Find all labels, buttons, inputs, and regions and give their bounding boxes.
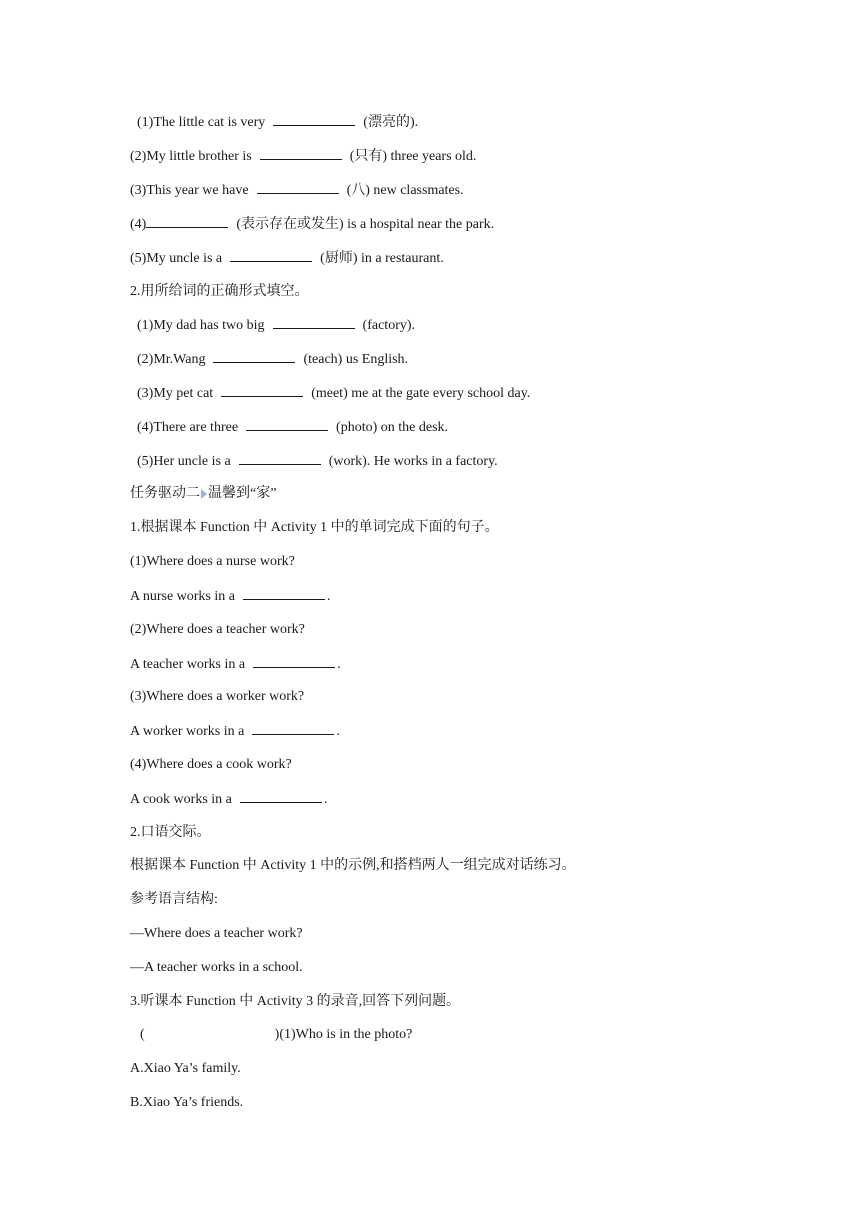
s1-item-2 [130, 147, 476, 166]
q3-question-text: )(1)Who is in the photo? [274, 1027, 413, 1042]
s2-item-1 [137, 316, 415, 335]
s2-item-2 [137, 350, 408, 369]
s1-item-1 [137, 113, 418, 132]
option-b: B.Xiao Ya’s friends. [130, 1095, 244, 1110]
qa-question-4: (4)Where does a cook work? [130, 757, 292, 772]
qa-question-1: (1)Where does a nurse work? [130, 554, 295, 569]
q2-heading: 2.口语交际。 [130, 825, 211, 840]
qa-question-3: (3)Where does a worker work? [130, 689, 305, 704]
s1-item-3-text: (3)This year we have [130, 183, 249, 198]
s2-item-5-text: (5)Her uncle is a [137, 454, 231, 469]
s1-item-3-hint: (八) new classmates. [346, 183, 464, 198]
answer-blank[interactable] [243, 587, 325, 600]
s2-item-3-hint: (meet) me at the gate every school day. [311, 386, 531, 401]
answer-blank[interactable] [239, 452, 321, 465]
q3-question-1 [140, 1026, 412, 1044]
qa-answer-3: A worker works in a . [130, 724, 340, 739]
task2-title-sub: 温馨到“家” [208, 486, 277, 501]
s2-item-1-text: (1)My dad has two big [137, 318, 265, 333]
q3-heading: 3.听课本 Function 中 Activity 3 的录音,回答下列问题。 [130, 994, 461, 1009]
dialog-line-1: —Where does a teacher work? [130, 926, 303, 941]
qa-answer-1: A nurse works in a . [130, 589, 331, 604]
s1-item-5-hint: (厨师) in a restaurant. [320, 251, 444, 266]
answer-blank[interactable] [213, 350, 295, 363]
qa-answer-3-text: A worker works in a [130, 724, 245, 739]
s2-item-4-text: (4)There are three [137, 420, 239, 435]
dialog-line-2: —A teacher works in a school. [130, 960, 303, 975]
qa-answer-2-text: A teacher works in a [130, 657, 246, 672]
answer-blank[interactable] [221, 384, 303, 397]
s1-item-4 [130, 215, 494, 234]
s2-item-2-hint: (teach) us English. [303, 352, 409, 367]
s2-item-5 [137, 452, 498, 471]
task2-title [130, 485, 276, 503]
qa-answer-4-text: A cook works in a [130, 792, 232, 807]
marker-icon [201, 489, 207, 499]
s2-item-5-hint: (work). He works in a factory. [328, 454, 498, 469]
s1-item-5 [130, 249, 444, 268]
answer-blank[interactable] [257, 181, 339, 194]
qa-answer-1-text: A nurse works in a [130, 589, 235, 604]
s2-item-1-hint: (factory). [362, 318, 416, 333]
s2-item-4 [137, 418, 448, 437]
s1-item-2-hint: (只有) three years old. [349, 149, 477, 164]
s1-item-1-hint: (漂亮的). [363, 115, 419, 130]
answer-blank[interactable] [246, 418, 328, 431]
qa-answer-4: A cook works in a . [130, 792, 328, 807]
answer-blank[interactable] [273, 316, 355, 329]
answer-blank[interactable] [230, 249, 312, 262]
q1-heading: 1.根据课本 Function 中 Activity 1 中的单词完成下面的句子。 [130, 520, 499, 535]
answer-blank[interactable] [240, 790, 322, 803]
s2-item-2-text: (2)Mr.Wang [137, 352, 206, 367]
q3-paren-open: ( [140, 1027, 145, 1042]
s1-item-4-hint: (表示存在或发生) is a hospital near the park. [236, 217, 495, 232]
task2-title-main: 任务驱动二 [130, 486, 200, 501]
qa-answer-2: A teacher works in a . [130, 657, 341, 672]
s2-item-3-text: (3)My pet cat [137, 386, 214, 401]
section2-heading: 2.用所给词的正确形式填空。 [130, 284, 309, 299]
s2-item-3 [137, 384, 530, 403]
qa-question-2: (2)Where does a teacher work? [130, 622, 305, 637]
s1-item-1-text: (1)The little cat is very [137, 115, 266, 130]
q2-reference-label: 参考语言结构: [130, 892, 218, 907]
s1-item-3 [130, 181, 464, 200]
s1-item-5-text: (5)My uncle is a [130, 251, 223, 266]
answer-blank[interactable] [260, 147, 342, 160]
s2-item-4-hint: (photo) on the desk. [336, 420, 449, 435]
answer-blank[interactable] [146, 215, 228, 228]
answer-blank[interactable] [253, 655, 335, 668]
answer-blank[interactable] [252, 722, 334, 735]
option-a: A.Xiao Ya’s family. [130, 1061, 241, 1076]
q2-description: 根据课本 Function 中 Activity 1 中的示例,和搭档两人一组完成对话练习。 [130, 858, 576, 873]
answer-blank[interactable] [273, 113, 355, 126]
s1-item-2-text: (2)My little brother is [130, 149, 252, 164]
s1-item-4-text: (4) [130, 217, 147, 232]
